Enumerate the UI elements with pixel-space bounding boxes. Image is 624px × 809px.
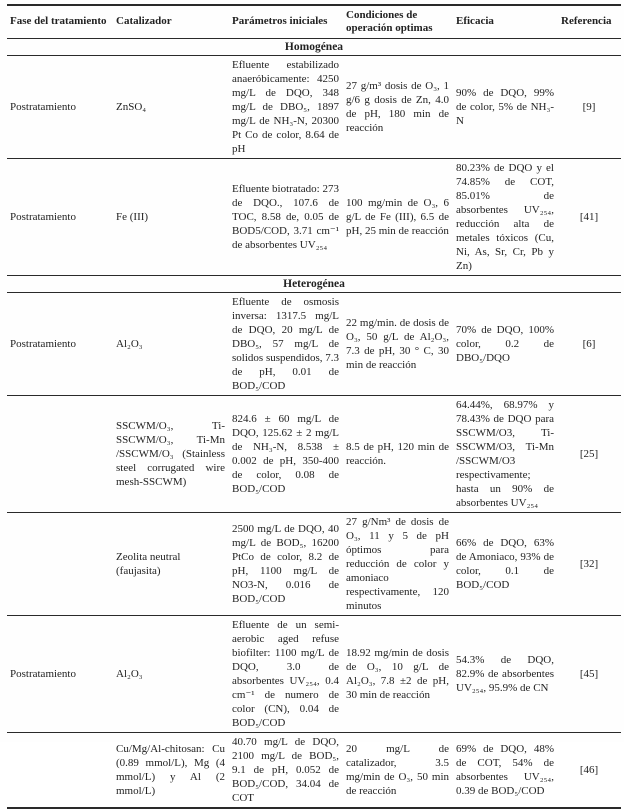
cell-parametros: Efluente de osmosis inversa: 1317.5 mg/L de DQO, 20 mg/L de DBO₅, 57 mg/L de solidos suspendidos, 7.3 de pH, 0.01 de BOD₅/COD (232, 295, 339, 392)
cell-fase: Postratamiento (10, 667, 76, 680)
cell-referencia: [6] (582, 337, 596, 350)
cell-parametros: Efluente biotratado: 273 de DQO., 107.6 de TOC, 8.58 de, 0.05 de BOD5/COD, 3.71 cm⁻¹ de absorbentes UV₂₅₄ (232, 182, 339, 251)
col-header-catalizador: Catalizador (116, 15, 172, 28)
cell-referencia: [41] (579, 210, 599, 223)
cell-catalizador: Cu/Mg/Al-chitosan: Cu (0.89 mmol/L), Mg (4 mmol/L) y Al (2 mmol/L) (116, 742, 225, 797)
cell-eficacia: 66% de DQO, 63% de Amoniaco, 93% de color, 0.1 de BOD₅/COD (456, 536, 554, 591)
cell-catalizador: Al₂O₃ (116, 337, 143, 350)
cell-referencia: [32] (579, 557, 599, 570)
cell-parametros: 824.6 ± 60 mg/L de DQO, 125.62 ± 2 mg/L de NH₃-N, 8.538 ± 0.002 de pH, 350-400 de color, 0.08 de BOD₅/COD (232, 412, 339, 495)
table-row-chitosan (7, 732, 621, 808)
cell-condiciones: 27 g/Nm³ de dosis de O₃, 11 y 5 de pH óptimos para reducción de color y amoniaco respectivamente, 120 minutos (346, 515, 449, 612)
table-row-fe-iii (7, 158, 621, 275)
cell-referencia: [25] (579, 447, 599, 460)
cell-catalizador: Al₂O₃ (116, 667, 143, 680)
col-header-fase: Fase del tratamiento (10, 15, 107, 28)
col-header-parametros: Parámetros iniciales (232, 15, 328, 28)
section-title-homogenea: Homogénea (284, 40, 344, 53)
cell-referencia: [46] (579, 763, 599, 776)
table-row-sscwm (7, 395, 621, 512)
cell-condiciones: 27 g/m³ dosis de O₃, 1 g/6 g dosis de Zn, 4.0 de pH, 180 min de reacción (346, 79, 449, 134)
header-row (7, 5, 621, 38)
cell-eficacia: 64.44%, 68.97% y 78.43% de DQO para SSCWM/O3, Ti-SSCWM/O3, Ti-Mn /SSCWM/O3 respectivamente; hasta un 90% de absorbentes UV₂₅₄ (456, 398, 554, 509)
cell-eficacia: 54.3% de DQO, 82.9% de absorbentes UV₂₅₄, 95.9% de CN (456, 653, 554, 694)
cell-referencia: [9] (582, 100, 596, 113)
table-row-znso4 (7, 55, 621, 158)
cell-fase (7, 732, 113, 808)
cell-condiciones: 18.92 mg/min de dosis de O₃, 10 g/L de Al₂O₃, 7.8 ±2 de pH, 30 min de reacción (346, 646, 449, 701)
cell-catalizador: ZnSO₄ (116, 100, 147, 113)
cell-fase: Postratamiento (10, 210, 76, 223)
col-header-condiciones: Condiciones de operación optimas (346, 8, 433, 34)
cell-condiciones: 20 mg/L de catalizador, 3.5 mg/min de O₃, 50 min de reacción (346, 742, 449, 797)
cell-catalizador: Fe (III) (116, 210, 149, 223)
col-header-referencia: Referencia (561, 15, 612, 28)
section-title-heterogenea: Heterogénea (283, 277, 345, 290)
cell-condiciones: 22 mg/min. de dosis de O₃, 50 g/L de Al₂O₃, 7.3 de pH, 30 ° C, 30 min de reacción (346, 316, 449, 371)
cell-condiciones: 8.5 de pH, 120 min de reacción. (346, 440, 449, 467)
table-row-al2o3-biofilter (7, 615, 621, 732)
cell-parametros: 40.70 mg/L de DQO, 2100 mg/L de BOD₅, 9.1 de pH, 0.052 de BOD₅/COD, 34.04 de COT (232, 735, 339, 804)
cell-parametros: Efluente estabilizado anaeróbicamente: 4250 mg/L de DQO, 348 mg/L de DBO₅, 1897 mg/L de NH₃-N, 20300 Pt Co de color, 8.64 de pH (232, 58, 339, 155)
col-header-eficacia: Eficacia (456, 15, 494, 28)
cell-eficacia: 70% de DQO, 100% color, 0.2 de DBO₅/DQO (456, 323, 554, 364)
cell-eficacia: 90% de DQO, 99% de color, 5% de NH₃-N (456, 86, 554, 127)
table-row-zeolita (7, 512, 621, 615)
section-row-heterogenea (7, 275, 621, 292)
document-page (0, 4, 624, 804)
cell-catalizador: SSCWM/O₃, Ti-SSCWM/O₃, Ti-Mn /SSCWM/O₃ (Stainless steel corrugated wire mesh-SSCWM) (116, 419, 225, 488)
cell-fase: Postratamiento (10, 100, 76, 113)
cell-eficacia: 80.23% de DQO y el 74.85% de COT, 85.01% de absorbentes UV₂₅₄, reducción alta de metales tóxicos (Cu, Ni, As, Sr, Cr, Pb y Zn) (456, 161, 554, 272)
catalytic-ozonation-table (7, 4, 621, 809)
cell-eficacia: 69% de DQO, 48% de COT, 54% de absorbentes UV₂₅₄, 0.39 de BOD₅/COD (456, 742, 554, 797)
cell-referencia: [45] (579, 667, 599, 680)
cell-fase (7, 512, 113, 615)
cell-fase: Postratamiento (10, 337, 76, 350)
cell-catalizador: Zeolita neutral (faujasita) (116, 550, 181, 577)
cell-condiciones: 100 mg/min de O₃, 6 g/L de Fe (III), 6.5 de pH, 25 min de reacción (346, 196, 449, 237)
table-row-al2o3-osmosis (7, 292, 621, 395)
section-row-homogenea (7, 38, 621, 55)
cell-parametros: 2500 mg/L de DQO, 40 mg/L de BOD₅, 16200 PtCo de color, 8.2 de pH, 1100 mg/L de NO3-N, 0.016 de BOD₅/COD (232, 522, 339, 605)
cell-fase (7, 395, 113, 512)
cell-parametros: Efluente de un semi-aerobic aged refuse biofilter: 1100 mg/L de DQO, 3.0 de absorbentes UV₂₅₄, 0.4 cm⁻¹ de numero de color (CN), 0.04 de BOD₅/COD (232, 618, 339, 729)
